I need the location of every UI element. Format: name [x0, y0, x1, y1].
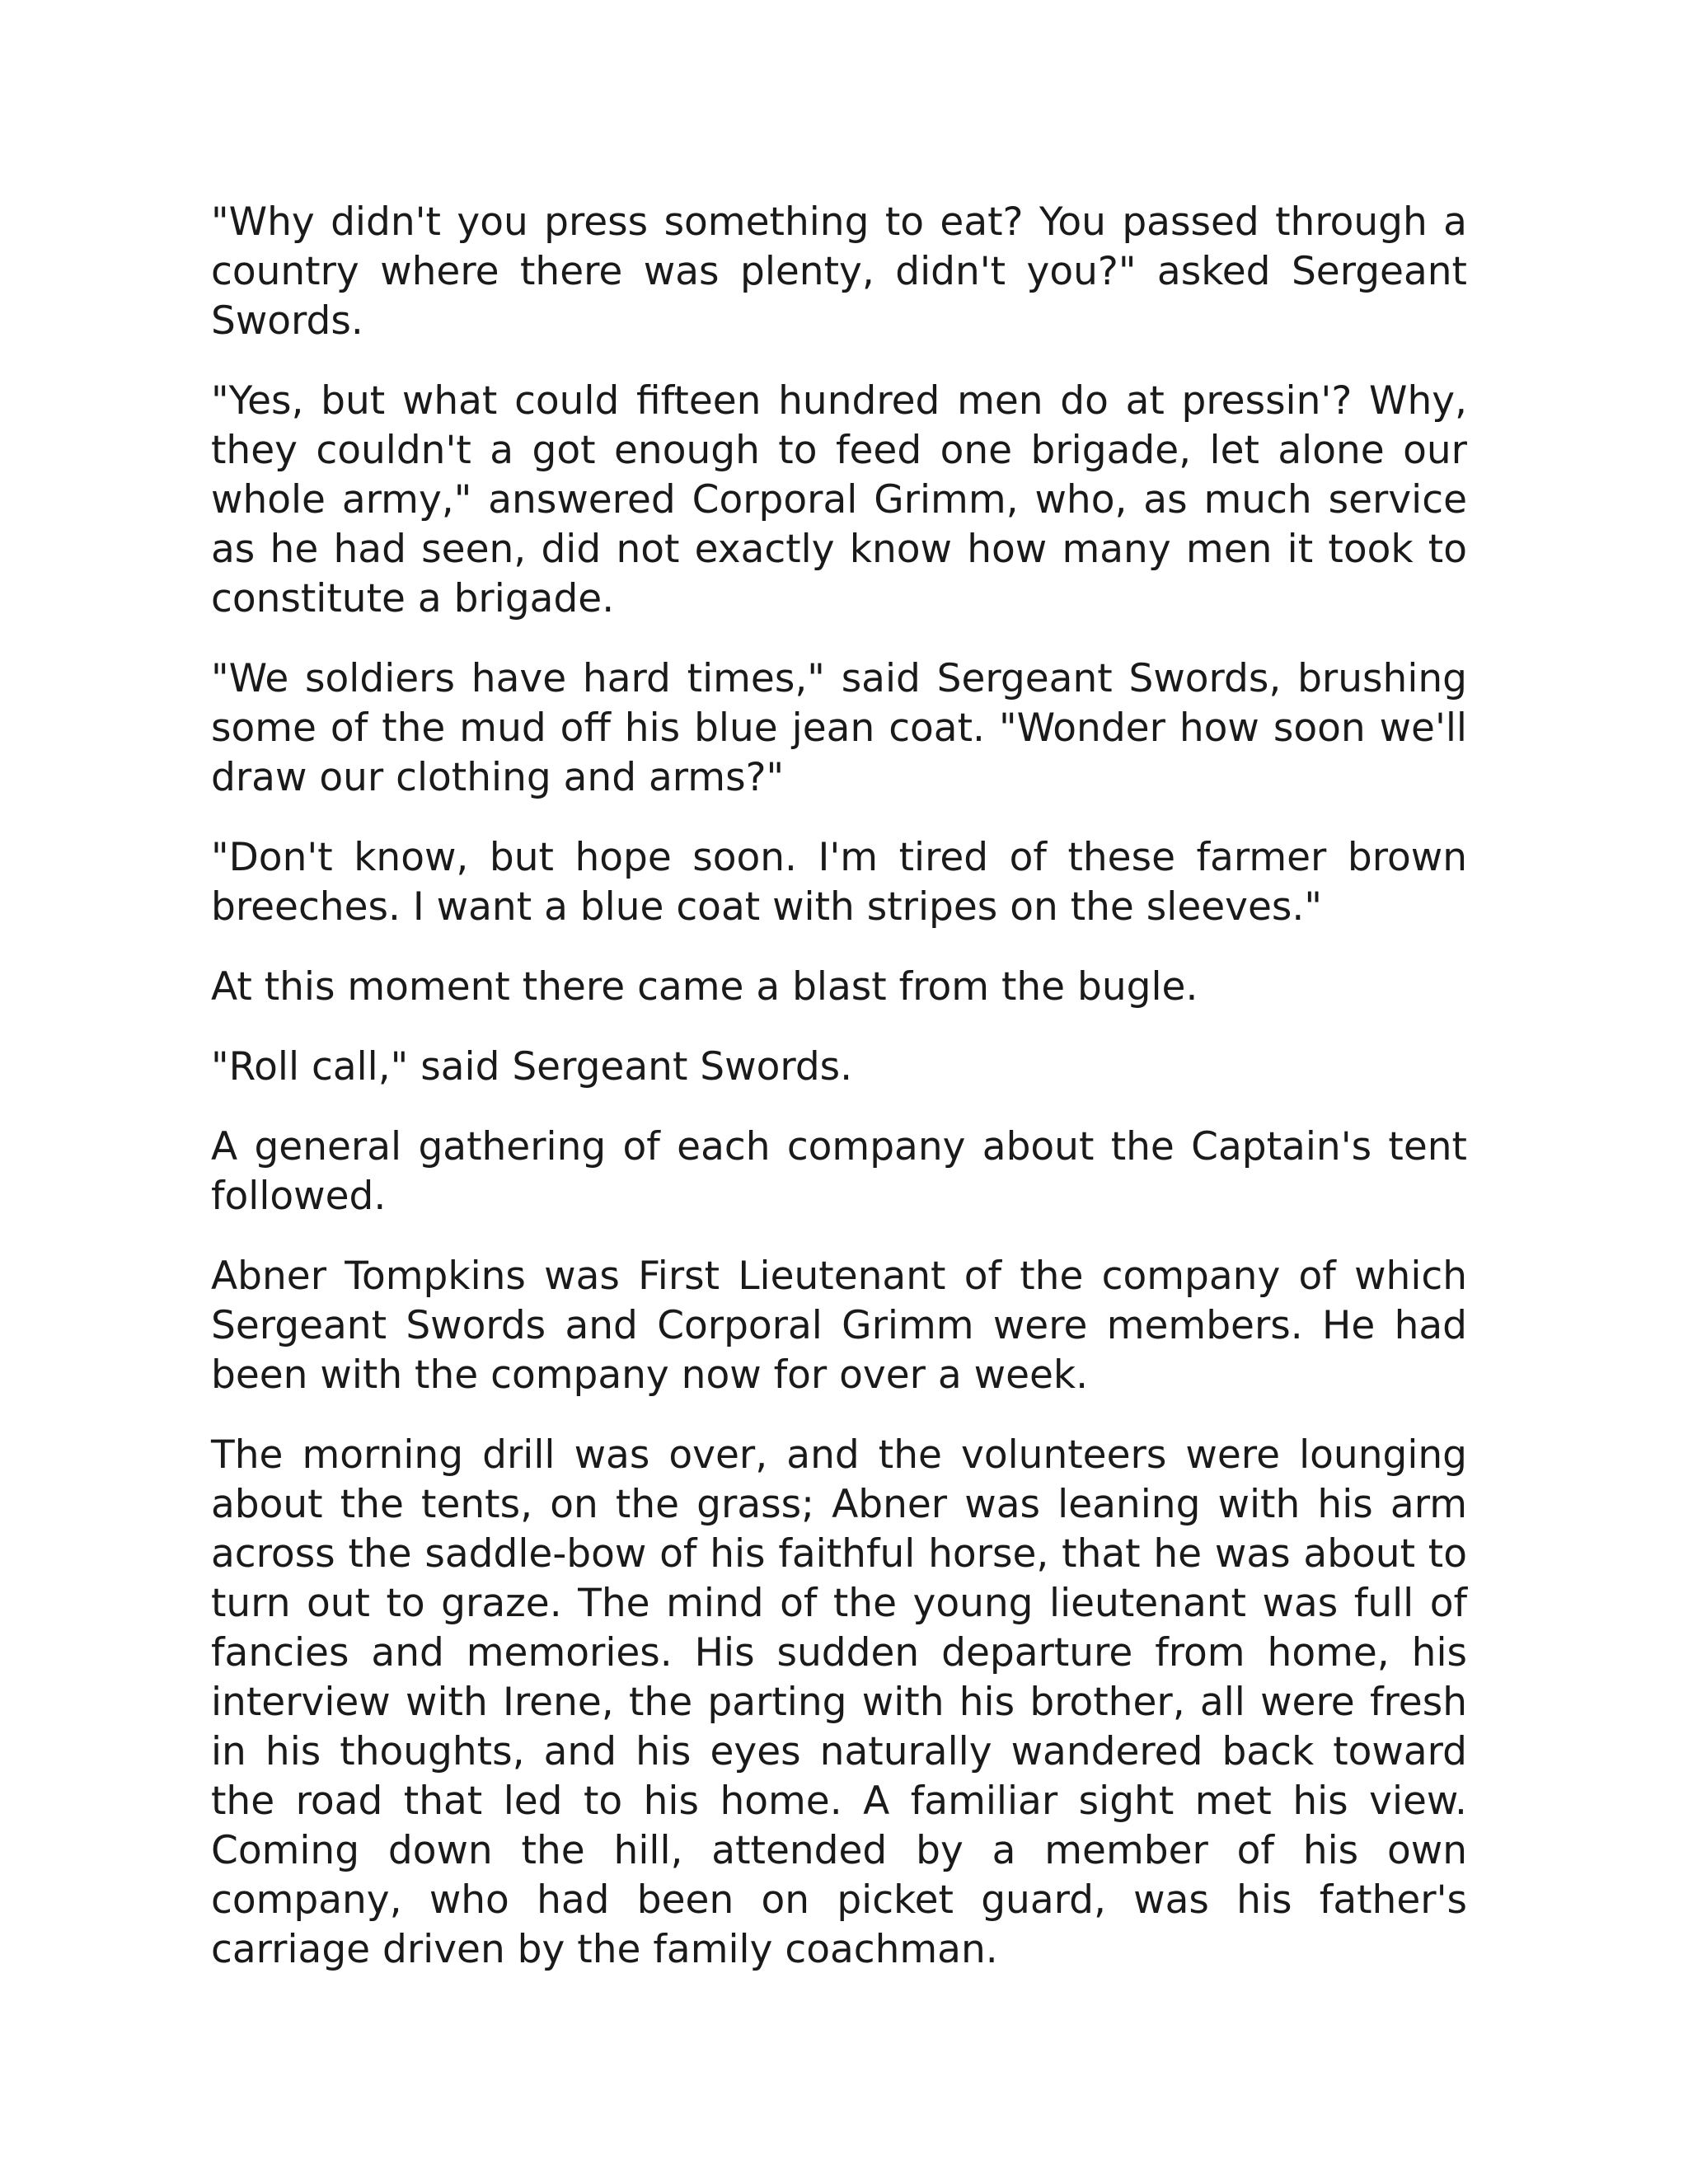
- paragraph-8: Abner Tompkins was First Lieutenant of the company of which Sergeant Swords and Corporal Grimm were members. He had been with the company now for over a week.: [211, 1254, 1467, 1398]
- paragraph-9: The morning drill was over, and the volunteers were lounging about the tents, on the grass; Abner was leaning with his arm across the saddle-bow of his faithful horse, that he was about to turn out to graze. The mind of the young lieutenant was full of fancies and memories. His sudden departure from home, his interview with Irene, the parting with his brother, all were fresh in his thoughts, and his eyes naturally wandered back toward the road that led to his home. A familiar sight met his view. Coming down the hill, attended by a member of his own company, who had been on picket guard, was his father's carriage driven by the family coachman.: [211, 1432, 1467, 1972]
- paragraph-4: "Don't know, but hope soon. I'm tired of these farmer brown breeches. I want a blue coat with stripes on the sleeves.": [211, 835, 1467, 930]
- paragraph-3: "We soldiers have hard times," said Sergeant Swords, brushing some of the mud off his blue jean coat. "Wonder how soon we'll draw our clothing and arms?": [211, 656, 1467, 800]
- paragraph-5: At this moment there came a blast from the bugle.: [211, 964, 1198, 1010]
- paragraph-7: A general gathering of each company about the Captain's tent followed.: [211, 1124, 1467, 1219]
- paragraph-2: "Yes, but what could fifteen hundred men do at pressin'? Why, they couldn't a got enough to feed one brigade, let alone our whole army," answered Corporal Grimm, who, as much service as he had seen, did not exactly know how many men it took to constitute a brigade.: [211, 378, 1467, 621]
- paragraph-6: "Roll call," said Sergeant Swords.: [211, 1044, 853, 1090]
- body-text: [211, 198, 1467, 2005]
- paragraph-1: "Why didn't you press something to eat? You passed through a country where there was plenty, didn't you?" asked Sergeant Swords.: [211, 199, 1467, 344]
